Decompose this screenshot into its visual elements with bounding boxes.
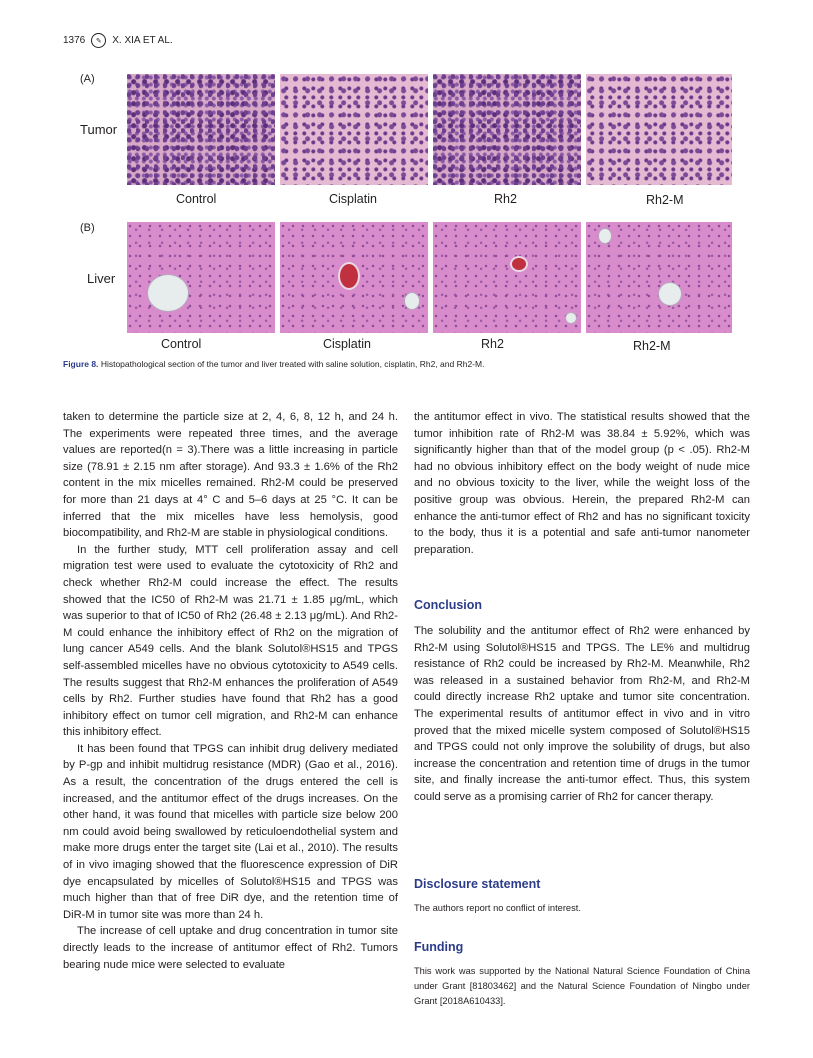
caption-b-cisplatin: Cisplatin xyxy=(323,337,371,351)
left-paragraph-1: taken to determine the particle size at 2, 4, 6, 8, 12 h, and 24 h. The experiments were repeated three times, and the average values are reported(n = 3).There was a little increasing in particle size (78.91 ± 2.15 nm after storage). And 93.3 ± 1.6% of the Rh2 content in the mix micelles remained. Rh2-M could be preserved for more than 21 days at 4° C and 5–6 days at 25 °C. It can be inferred that the mix micelles have less hemolysis, good biocompatibility, and Rh2-M are stable in physiological conditions. xyxy=(63,411,398,540)
figure-caption xyxy=(63,359,484,369)
conclusion-body xyxy=(414,623,750,806)
tumor-rh2-image xyxy=(433,74,581,185)
caption-b-rh2m: Rh2-M xyxy=(633,339,671,353)
caption-a-control: Control xyxy=(176,192,217,206)
left-paragraph-3: It has been found that TPGS can inhibit drug delivery mediated by P-gp and inhibit multidrug resistance (MDR) (Gao et al., 2016). As a result, the concentration of the drugs entered the cell is increased, and the antitumor effect of the drugs increases. On the other hand, it was found that micelles with particle size below 200 nm could avoid being swallowed by reticuloendothelial system and make more drugs enter the target site (Lai et al., 2010). The results of in vivo imaging showed that the fluorescence expression of DiR dye encapsulated by micelles of Solutol®HS15 and TPGS was much higher than that of free DiR dye, and the retention time of DiR-M in tumor site was more than 24 h. xyxy=(63,742,398,921)
liver-rh2m-image xyxy=(586,222,732,333)
liver-rh2-image xyxy=(433,222,581,333)
left-column xyxy=(63,409,398,973)
caption-a-cisplatin: Cisplatin xyxy=(329,192,377,206)
liver-control-image xyxy=(127,222,275,333)
caption-b-control: Control xyxy=(161,337,202,351)
page-number: 1376 xyxy=(63,35,86,46)
left-paragraph-2: In the further study, MTT cell proliferation assay and cell migration test were used to evaluate the cytotoxicity of Rh2 and check whether Rh2-M could increase the effect. The results showed that the IC50 of Rh2-M was 21.71 ± 1.85 μg/mL, which was superior to that of IC50 of Rh2 (26.48 ± 2.13 μg/mL). And Rh2-M could enhance the inhibitory effect of Rh2 on the migration of lung cancer A549 cells. And the blank Solutol®HS15 and TPGS self-assembled micelles have no obvious cytotoxicity to A549 cells. The results suggest that Rh2-M enhances the proliferation of A549 cells by Rh2. Further studies have found that Rh2 has a good inhibitory effect on tumor cell migration, and Rh2-M can enhance this inhibitory effect. xyxy=(63,543,398,739)
running-head xyxy=(63,33,173,48)
disclosure-body: The authors report no conflict of interest. xyxy=(414,903,581,913)
right-paragraph-intro: the antitumor effect in vivo. The statistical results showed that the tumor inhibition rate of Rh2-M was 38.84 ± 5.92%, which was significantly higher than that of the model group (p < .05). Rh2-M had no obvious inhibitory effect on the body weight of nude mice and no obvious toxicity to the liver, while the weight loss of the positive group was obvious. Herein, the prepared Rh2-M can enhance the anti-tumor effect of Rh2 and has no significant toxicity to the body, thus it is a potential and safe anti-tumor nanometer preparation. xyxy=(414,411,750,556)
figure-caption-label: Figure 8. xyxy=(63,359,99,369)
figure-caption-text: Histopathological section of the tumor and liver treated with saline solution, cisplatin, Rh2, and Rh2-M. xyxy=(100,359,485,369)
caption-a-rh2m: Rh2-M xyxy=(646,193,684,207)
caption-a-rh2: Rh2 xyxy=(494,192,517,206)
conclusion-heading: Conclusion xyxy=(414,598,483,612)
panel-b-label: (B) xyxy=(80,222,95,234)
tumor-control-image xyxy=(127,74,275,185)
funding-heading: Funding xyxy=(414,940,464,954)
running-authors: X. XIA ET AL. xyxy=(112,35,173,46)
right-intro xyxy=(414,409,750,558)
caption-b-rh2: Rh2 xyxy=(481,337,504,351)
row-label-tumor: Tumor xyxy=(80,122,118,137)
left-paragraph-4: The increase of cell uptake and drug concentration in tumor site directly leads to the increase of antitumor effect of Rh2. Tumors bearing nude mice were selected to evaluate xyxy=(63,925,398,971)
disclosure-heading: Disclosure statement xyxy=(414,877,541,891)
publisher-logo-icon: ✎ xyxy=(91,33,106,48)
row-label-liver: Liver xyxy=(87,271,116,286)
liver-cisplatin-image xyxy=(280,222,428,333)
conclusion-paragraph: The solubility and the antitumor effect of Rh2 were enhanced by Rh2-M using Solutol®HS15 and TPGS. The LE% and multidrug resistance of Rh2 could be increased by Rh2-M. Meanwhile, Rh2 was released in a sustained behavior from Rh2-M, and Rh2-M could directly increase Rh2 uptake and tumor site concentration. The experimental results of antitumor effect in vivo and in vitro proved that the mixed micelle system composed of Solutol®HS15 and TPGS could not only improve the solubility of drugs, but also increase the concentration and retention time of drugs in the tumor site, and finally increase the anti-tumor effect. Thus, this system could serve as a promising carrier of Rh2 for cancer therapy. xyxy=(414,625,750,803)
panel-a-label: (A) xyxy=(80,73,95,85)
tumor-cisplatin-image xyxy=(280,74,428,185)
funding-body: This work was supported by the National Natural Science Foundation of China under Grant [81803462] and the Natural Science Foundation of Ningbo under Grant [2018A610433]. xyxy=(414,966,750,1006)
tumor-rh2m-image xyxy=(586,74,732,185)
